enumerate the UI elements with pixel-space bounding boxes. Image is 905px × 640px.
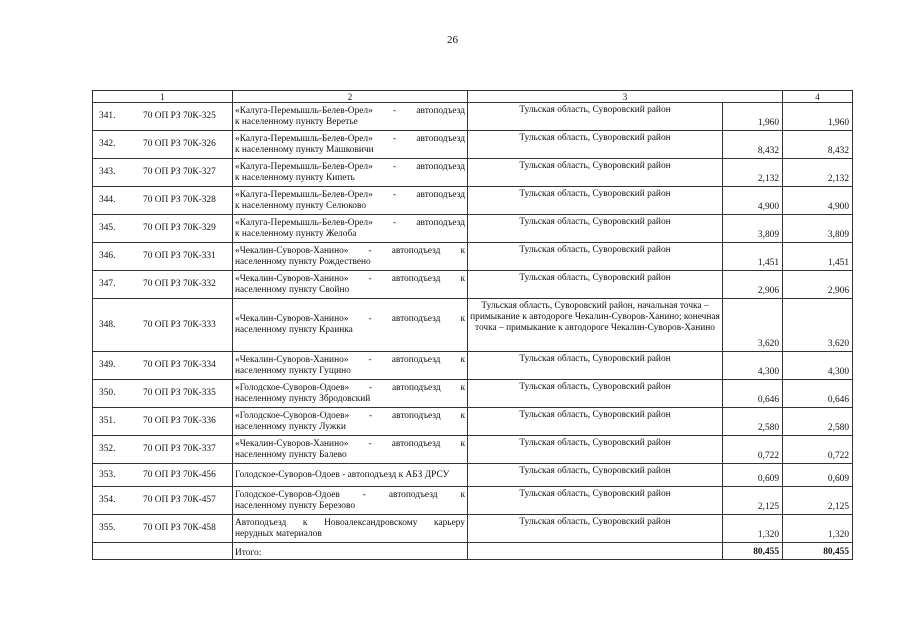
road-name-cell xyxy=(233,380,468,408)
road-code: 70 ОП РЗ 70К-326 xyxy=(143,139,216,149)
total-value: 4,900 xyxy=(783,187,853,215)
total-empty-cell xyxy=(93,543,233,560)
row-number: 353. xyxy=(99,469,116,480)
id-cell xyxy=(93,515,233,543)
total-value: 3,620 xyxy=(783,299,853,352)
road-name-line-2: к населенному пункту Желоба xyxy=(235,228,357,239)
road-name-line-1: «Калуга-Перемышль-Белев-Орел» - автоподъезд xyxy=(235,161,465,172)
total-value: 0,722 xyxy=(783,436,853,464)
road-name-cell xyxy=(233,352,468,380)
row-number: 351. xyxy=(99,416,116,426)
road-name-line-1: «Голодское-Суворов-Одоев» - автоподъезд к xyxy=(235,410,465,421)
id-cell xyxy=(93,131,233,159)
id-cell xyxy=(93,243,233,271)
row-number: 350. xyxy=(99,388,116,398)
row-number: 354. xyxy=(99,495,116,505)
total-value: 3,809 xyxy=(783,215,853,243)
road-code: 70 ОП РЗ 70К-336 xyxy=(143,416,216,426)
total-value: 2,580 xyxy=(783,408,853,436)
total-length: 80,455 xyxy=(723,543,783,560)
road-name-line-2: к населенному пункту Веретье xyxy=(235,116,358,127)
length-value: 1,451 xyxy=(723,243,783,271)
table-row xyxy=(93,352,853,380)
road-name-cell xyxy=(233,408,468,436)
row-number: 344. xyxy=(99,195,116,205)
total-value: 1,451 xyxy=(783,243,853,271)
length-value: 1,320 xyxy=(723,515,783,543)
table-row xyxy=(93,187,853,215)
road-name-line-1: Автоподъезд к Новоалександровскому карьеру xyxy=(235,517,465,528)
table-row xyxy=(93,380,853,408)
table-row xyxy=(93,131,853,159)
id-cell xyxy=(93,159,233,187)
row-number: 352. xyxy=(99,444,116,454)
length-value: 8,432 xyxy=(723,131,783,159)
road-code: 70 ОП РЗ 70К-328 xyxy=(143,195,216,205)
road-name-line-2: к населенному пункту Машковичи xyxy=(235,144,374,155)
id-cell xyxy=(93,352,233,380)
total-value: 8,432 xyxy=(783,131,853,159)
region: Тульская область, Суворовский район xyxy=(468,464,723,487)
region: Тульская область, Суворовский район xyxy=(468,408,723,436)
length-value: 0,646 xyxy=(723,380,783,408)
road-register-table xyxy=(92,90,853,560)
road-name-line-1: «Чекалин-Суворов-Ханино» - автоподъезд к xyxy=(235,438,465,449)
road-name-line-1: «Калуга-Перемышль-Белев-Орел» - автоподъезд xyxy=(235,189,465,200)
table-row xyxy=(93,408,853,436)
road-code: 70 ОП РЗ 70К-457 xyxy=(143,495,216,505)
road-name-line-1: «Чекалин-Суворов-Ханино» - автоподъезд к xyxy=(235,245,465,256)
road-name-line-1: «Чекалин-Суворов-Ханино» - автоподъезд к xyxy=(235,354,465,365)
id-cell xyxy=(93,271,233,299)
total-value: 1,320 xyxy=(783,515,853,543)
road-name-cell xyxy=(233,487,468,515)
id-cell xyxy=(93,436,233,464)
total-region-empty xyxy=(468,543,723,560)
total-sum: 80,455 xyxy=(783,543,853,560)
length-value: 2,906 xyxy=(723,271,783,299)
road-name-line-2: населенному пункту Рождествено xyxy=(235,256,371,267)
region: Тульская область, Суворовский район xyxy=(468,487,723,515)
road-code: 70 ОП РЗ 70К-327 xyxy=(143,167,216,177)
total-value: 2,132 xyxy=(783,159,853,187)
id-cell xyxy=(93,408,233,436)
road-name-cell xyxy=(233,271,468,299)
id-cell xyxy=(93,464,233,487)
table-row xyxy=(93,436,853,464)
row-number: 347. xyxy=(99,279,116,289)
length-value: 4,900 xyxy=(723,187,783,215)
region: Тульская область, Суворовский район xyxy=(468,515,723,543)
column-header-4: 4 xyxy=(783,91,853,103)
total-value: 4,300 xyxy=(783,352,853,380)
table-row xyxy=(93,271,853,299)
road-name-line-2: населенному пункту Краинка xyxy=(235,325,353,335)
road-code: 70 ОП РЗ 70К-334 xyxy=(143,360,216,370)
road-code: 70 ОП РЗ 70К-337 xyxy=(143,444,216,454)
length-value: 4,300 xyxy=(723,352,783,380)
total-value: 1,960 xyxy=(783,103,853,131)
road-name-line-2: к населенному пункту Селюково xyxy=(235,200,367,211)
road-name-line-2: к населенному пункту Кипеть xyxy=(235,172,355,183)
region: Тульская область, Суворовский район xyxy=(468,380,723,408)
row-number: 349. xyxy=(99,360,116,370)
length-value: 1,960 xyxy=(723,103,783,131)
road-name-cell xyxy=(233,464,468,487)
road-name-line-1: «Калуга-Перемышль-Белев-Орел» - автоподъезд xyxy=(235,217,465,228)
id-cell xyxy=(93,187,233,215)
id-cell xyxy=(93,215,233,243)
table-row xyxy=(93,103,853,131)
table-row xyxy=(93,215,853,243)
road-code: 70 ОП РЗ 70К-325 xyxy=(143,111,216,121)
road-code: 70 ОП РЗ 70К-329 xyxy=(143,223,216,233)
road-name-cell xyxy=(233,299,468,352)
page-number: 26 xyxy=(447,34,458,46)
road-name-line-1: «Чекалин-Суворов-Ханино» - автоподъезд к xyxy=(235,273,465,284)
length-value: 2,580 xyxy=(723,408,783,436)
road-code: 70 ОП РЗ 70К-333 xyxy=(143,319,216,330)
road-name-line-2: населенному пункту Балево xyxy=(235,449,347,460)
length-value: 3,809 xyxy=(723,215,783,243)
region: Тульская область, Суворовский район xyxy=(468,436,723,464)
region: Тульская область, Суворовский район xyxy=(468,352,723,380)
row-number: 346. xyxy=(99,251,116,261)
id-cell xyxy=(93,380,233,408)
road-name-line-1: Голодское-Суворов-Одоев - автоподъезд к АБЗ ДРСУ xyxy=(235,469,450,480)
road-name-line-1: «Чекалин-Суворов-Ханино» - автоподъезд к xyxy=(235,314,465,324)
row-number: 355. xyxy=(99,523,116,533)
road-name-cell xyxy=(233,159,468,187)
region: Тульская область, Суворовский район, начальная точка – примыкание к автодороге Чекалин-Суворов-Ханино; конечная точка – примыкание к автодороге Чекалин-Суворов-Ханино xyxy=(468,299,723,352)
table-row xyxy=(93,515,853,543)
column-header-2: 2 xyxy=(233,91,468,103)
road-code: 70 ОП РЗ 70К-335 xyxy=(143,388,216,398)
length-value: 0,609 xyxy=(723,464,783,487)
region: Тульская область, Суворовский район xyxy=(468,131,723,159)
road-name-line-2: населенному пункту Лужки xyxy=(235,421,346,432)
id-cell xyxy=(93,299,233,352)
length-value: 0,722 xyxy=(723,436,783,464)
road-name-cell xyxy=(233,515,468,543)
column-header-3: 3 xyxy=(468,91,783,103)
road-name-line-1: «Калуга-Перемышль-Белев-Орел» - автоподъезд xyxy=(235,133,465,144)
total-value: 0,646 xyxy=(783,380,853,408)
region: Тульская область, Суворовский район xyxy=(468,215,723,243)
row-number: 345. xyxy=(99,223,116,233)
road-name-line-2: населенному пункту Збродовский xyxy=(235,393,371,404)
road-name-cell xyxy=(233,436,468,464)
road-name-line-1: «Калуга-Перемышль-Белев-Орел» - автоподъезд xyxy=(235,105,465,116)
length-value: 3,620 xyxy=(723,299,783,352)
table-row xyxy=(93,464,853,487)
length-value: 2,125 xyxy=(723,487,783,515)
road-code: 70 ОП РЗ 70К-456 xyxy=(143,469,216,480)
road-name-line-2: населенному пункту Гущино xyxy=(235,365,351,376)
road-code: 70 ОП РЗ 70К-458 xyxy=(143,523,216,533)
road-code: 70 ОП РЗ 70К-332 xyxy=(143,279,216,289)
road-name-line-1: «Голодское-Суворов-Одоев» - автоподъезд к xyxy=(235,382,465,393)
total-value: 2,125 xyxy=(783,487,853,515)
total-label: Итого: xyxy=(233,543,468,560)
header-row xyxy=(93,91,853,103)
road-name-cell xyxy=(233,187,468,215)
row-number: 342. xyxy=(99,139,116,149)
road-name-cell xyxy=(233,103,468,131)
column-header-1: 1 xyxy=(93,91,233,103)
row-number: 348. xyxy=(99,319,116,330)
road-name-cell xyxy=(233,131,468,159)
row-number: 343. xyxy=(99,167,116,177)
id-cell xyxy=(93,103,233,131)
table-row xyxy=(93,243,853,271)
length-value: 2,132 xyxy=(723,159,783,187)
road-code: 70 ОП РЗ 70К-331 xyxy=(143,251,216,261)
total-value: 0,609 xyxy=(783,464,853,487)
region: Тульская область, Суворовский район xyxy=(468,103,723,131)
road-name-line-2: населенному пункту Березово xyxy=(235,500,356,511)
road-name-cell xyxy=(233,243,468,271)
road-name-line-2: населенному пункту Свойно xyxy=(235,284,350,295)
road-name-cell xyxy=(233,215,468,243)
id-cell xyxy=(93,487,233,515)
road-name-line-2: нерудных материалов xyxy=(235,528,322,539)
row-number: 341. xyxy=(99,111,116,121)
total-row xyxy=(93,543,853,560)
table-row xyxy=(93,487,853,515)
table-row xyxy=(93,159,853,187)
region: Тульская область, Суворовский район xyxy=(468,271,723,299)
region: Тульская область, Суворовский район xyxy=(468,159,723,187)
region: Тульская область, Суворовский район xyxy=(468,243,723,271)
region: Тульская область, Суворовский район xyxy=(468,187,723,215)
road-name-line-1: Голодское-Суворов-Одоев - автоподъезд к xyxy=(235,489,465,500)
table-row xyxy=(93,299,853,352)
total-value: 2,906 xyxy=(783,271,853,299)
